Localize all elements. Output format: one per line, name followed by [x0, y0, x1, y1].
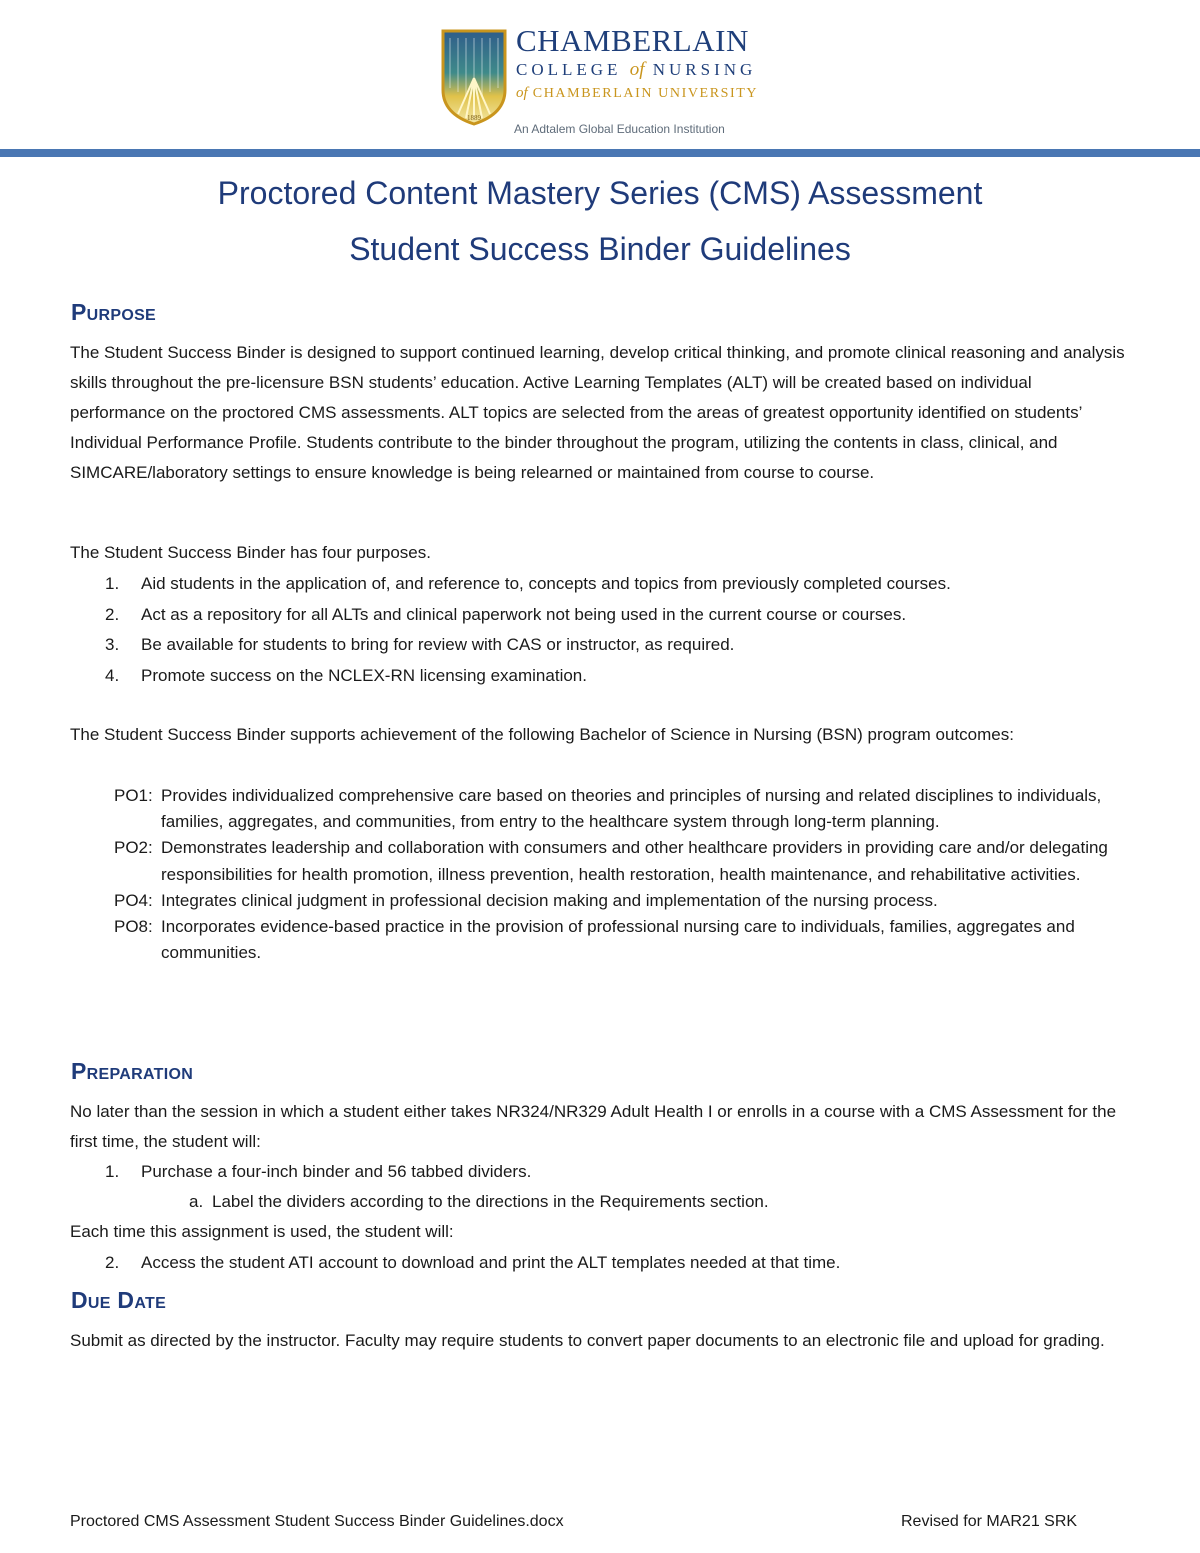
outcome-text: Demonstrates leadership and collaboration with consumers and other healthcare providers in providing care and/or delegating responsibilities for health promotion, illness prevention, health restoration, health maintenance, and rehabilitative activities.: [161, 838, 1108, 884]
due-date-heading: Due Date: [71, 1287, 167, 1313]
prep-step-2: Access the student ATI account to download and print the ALT templates needed at that time.: [141, 1253, 841, 1272]
list-item: [70, 661, 1130, 692]
svg-text:1889: 1889: [467, 114, 481, 122]
outcomes-intro: The Student Success Binder supports achievement of the following Bachelor of Science in Nursing (BSN) program outcomes:: [70, 725, 1014, 744]
outcome-code: PO2:: [114, 838, 153, 858]
preparation-intro: No later than the session in which a student either takes NR324/NR329 Adult Health I or enrolls in a course with a CMS Assessment for the first time, the student will:: [70, 1102, 1117, 1151]
purposes-intro: The Student Success Binder has four purposes.: [70, 543, 431, 562]
list-item-text: Act as a repository for all ALTs and clinical paperwork not being used in the current course or courses.: [141, 604, 907, 624]
header-divider: [0, 149, 1200, 157]
college-seal-icon: [440, 28, 508, 126]
brand-university-line: [516, 83, 776, 104]
list-number: 1.: [105, 574, 120, 593]
purpose-paragraph: The Student Success Binder is designed to support continued learning, develop critical thinking, and promote clinical reasoning and analysis skills throughout the pre-licensure BSN students’ education. Active Learning Templates (ALT) will be created based on individual performance on the proctored CMS assessments. ALT topics are selected from the areas of greatest opportunity identified on students’ Individual Performance Profile. Students contribute to the binder throughout the program, utilizing the contents in class, clinical, and SIMCARE/laboratory settings to ensure knowledge is being relearned or maintained from course to course.: [70, 343, 1125, 482]
brand-university: CHAMBERLAIN UNIVERSITY: [532, 86, 759, 101]
outcome-code: PO4:: [114, 890, 153, 910]
prep-step-1a-letter: a.: [189, 1192, 204, 1211]
brand-college: COLLEGE: [516, 60, 622, 79]
footer-filename: Proctored CMS Assessment Student Success Binder Guidelines.docx: [70, 1513, 564, 1530]
purpose-heading: Purpose: [71, 299, 157, 325]
list-number: 2.: [105, 604, 120, 624]
footer-revised: Revised for MAR21 SRK: [901, 1513, 1078, 1530]
outcome-item: [114, 888, 1134, 914]
brand-nursing: NURSING: [652, 60, 757, 79]
prep-step-1: Purchase a four-inch binder and 56 tabbed dividers.: [141, 1162, 532, 1181]
list-item-text: Aid students in the application of, and reference to, concepts and topics from previously completed courses.: [141, 574, 951, 593]
prep-step-2-number: 2.: [105, 1253, 120, 1272]
tagline: An Adtalem Global Education Institution: [514, 122, 725, 136]
brand-main: CHAMBERLAIN: [516, 23, 749, 58]
outcome-item: [114, 835, 1134, 887]
outcome-text: Incorporates evidence-based practice in the provision of professional nursing care to individuals, families, aggregates and communities.: [161, 917, 1075, 963]
program-outcomes-list: [114, 783, 1134, 966]
list-item-text: Promote success on the NCLEX-RN licensing examination.: [141, 665, 587, 685]
list-number: 3.: [105, 635, 120, 654]
list-item: [70, 569, 1130, 600]
prep-step-1a: Label the dividers according to the directions in the Requirements section.: [212, 1192, 769, 1211]
document-title-line-1: Proctored Content Mastery Series (CMS) Assessment: [217, 175, 983, 211]
list-number: 4.: [105, 665, 120, 685]
brand-of: of: [629, 59, 645, 80]
brand-uni-of: of: [516, 85, 528, 101]
each-time-text: Each time this assignment is used, the student will:: [70, 1222, 454, 1241]
brand-wordmark: [516, 24, 776, 104]
list-item-text: Be available for students to bring for review with CAS or instructor, as required.: [141, 635, 735, 654]
outcome-code: PO1:: [114, 786, 153, 805]
purposes-list: [70, 569, 1130, 691]
outcome-item: [114, 783, 1134, 835]
outcome-text: Integrates clinical judgment in professional decision making and implementation of the nursing process.: [161, 890, 938, 910]
outcome-item: [114, 914, 1134, 966]
document-title-line-2: Student Success Binder Guidelines: [349, 231, 851, 267]
prep-step-1-number: 1.: [105, 1162, 120, 1181]
list-item: [70, 600, 1130, 631]
outcome-code: PO8:: [114, 917, 153, 937]
list-item: [70, 630, 1130, 661]
brand-college-line: [516, 59, 776, 81]
due-date-text: Submit as directed by the instructor. Faculty may require students to convert paper documents to an electronic file and upload for grading.: [70, 1331, 1105, 1350]
outcome-text: Provides individualized comprehensive care based on theories and principles of nursing and related disciplines to individuals, families, aggregates, and communities, from entry to the healthcare system through long-term planning.: [161, 786, 1102, 832]
preparation-heading: Preparation: [71, 1058, 194, 1084]
